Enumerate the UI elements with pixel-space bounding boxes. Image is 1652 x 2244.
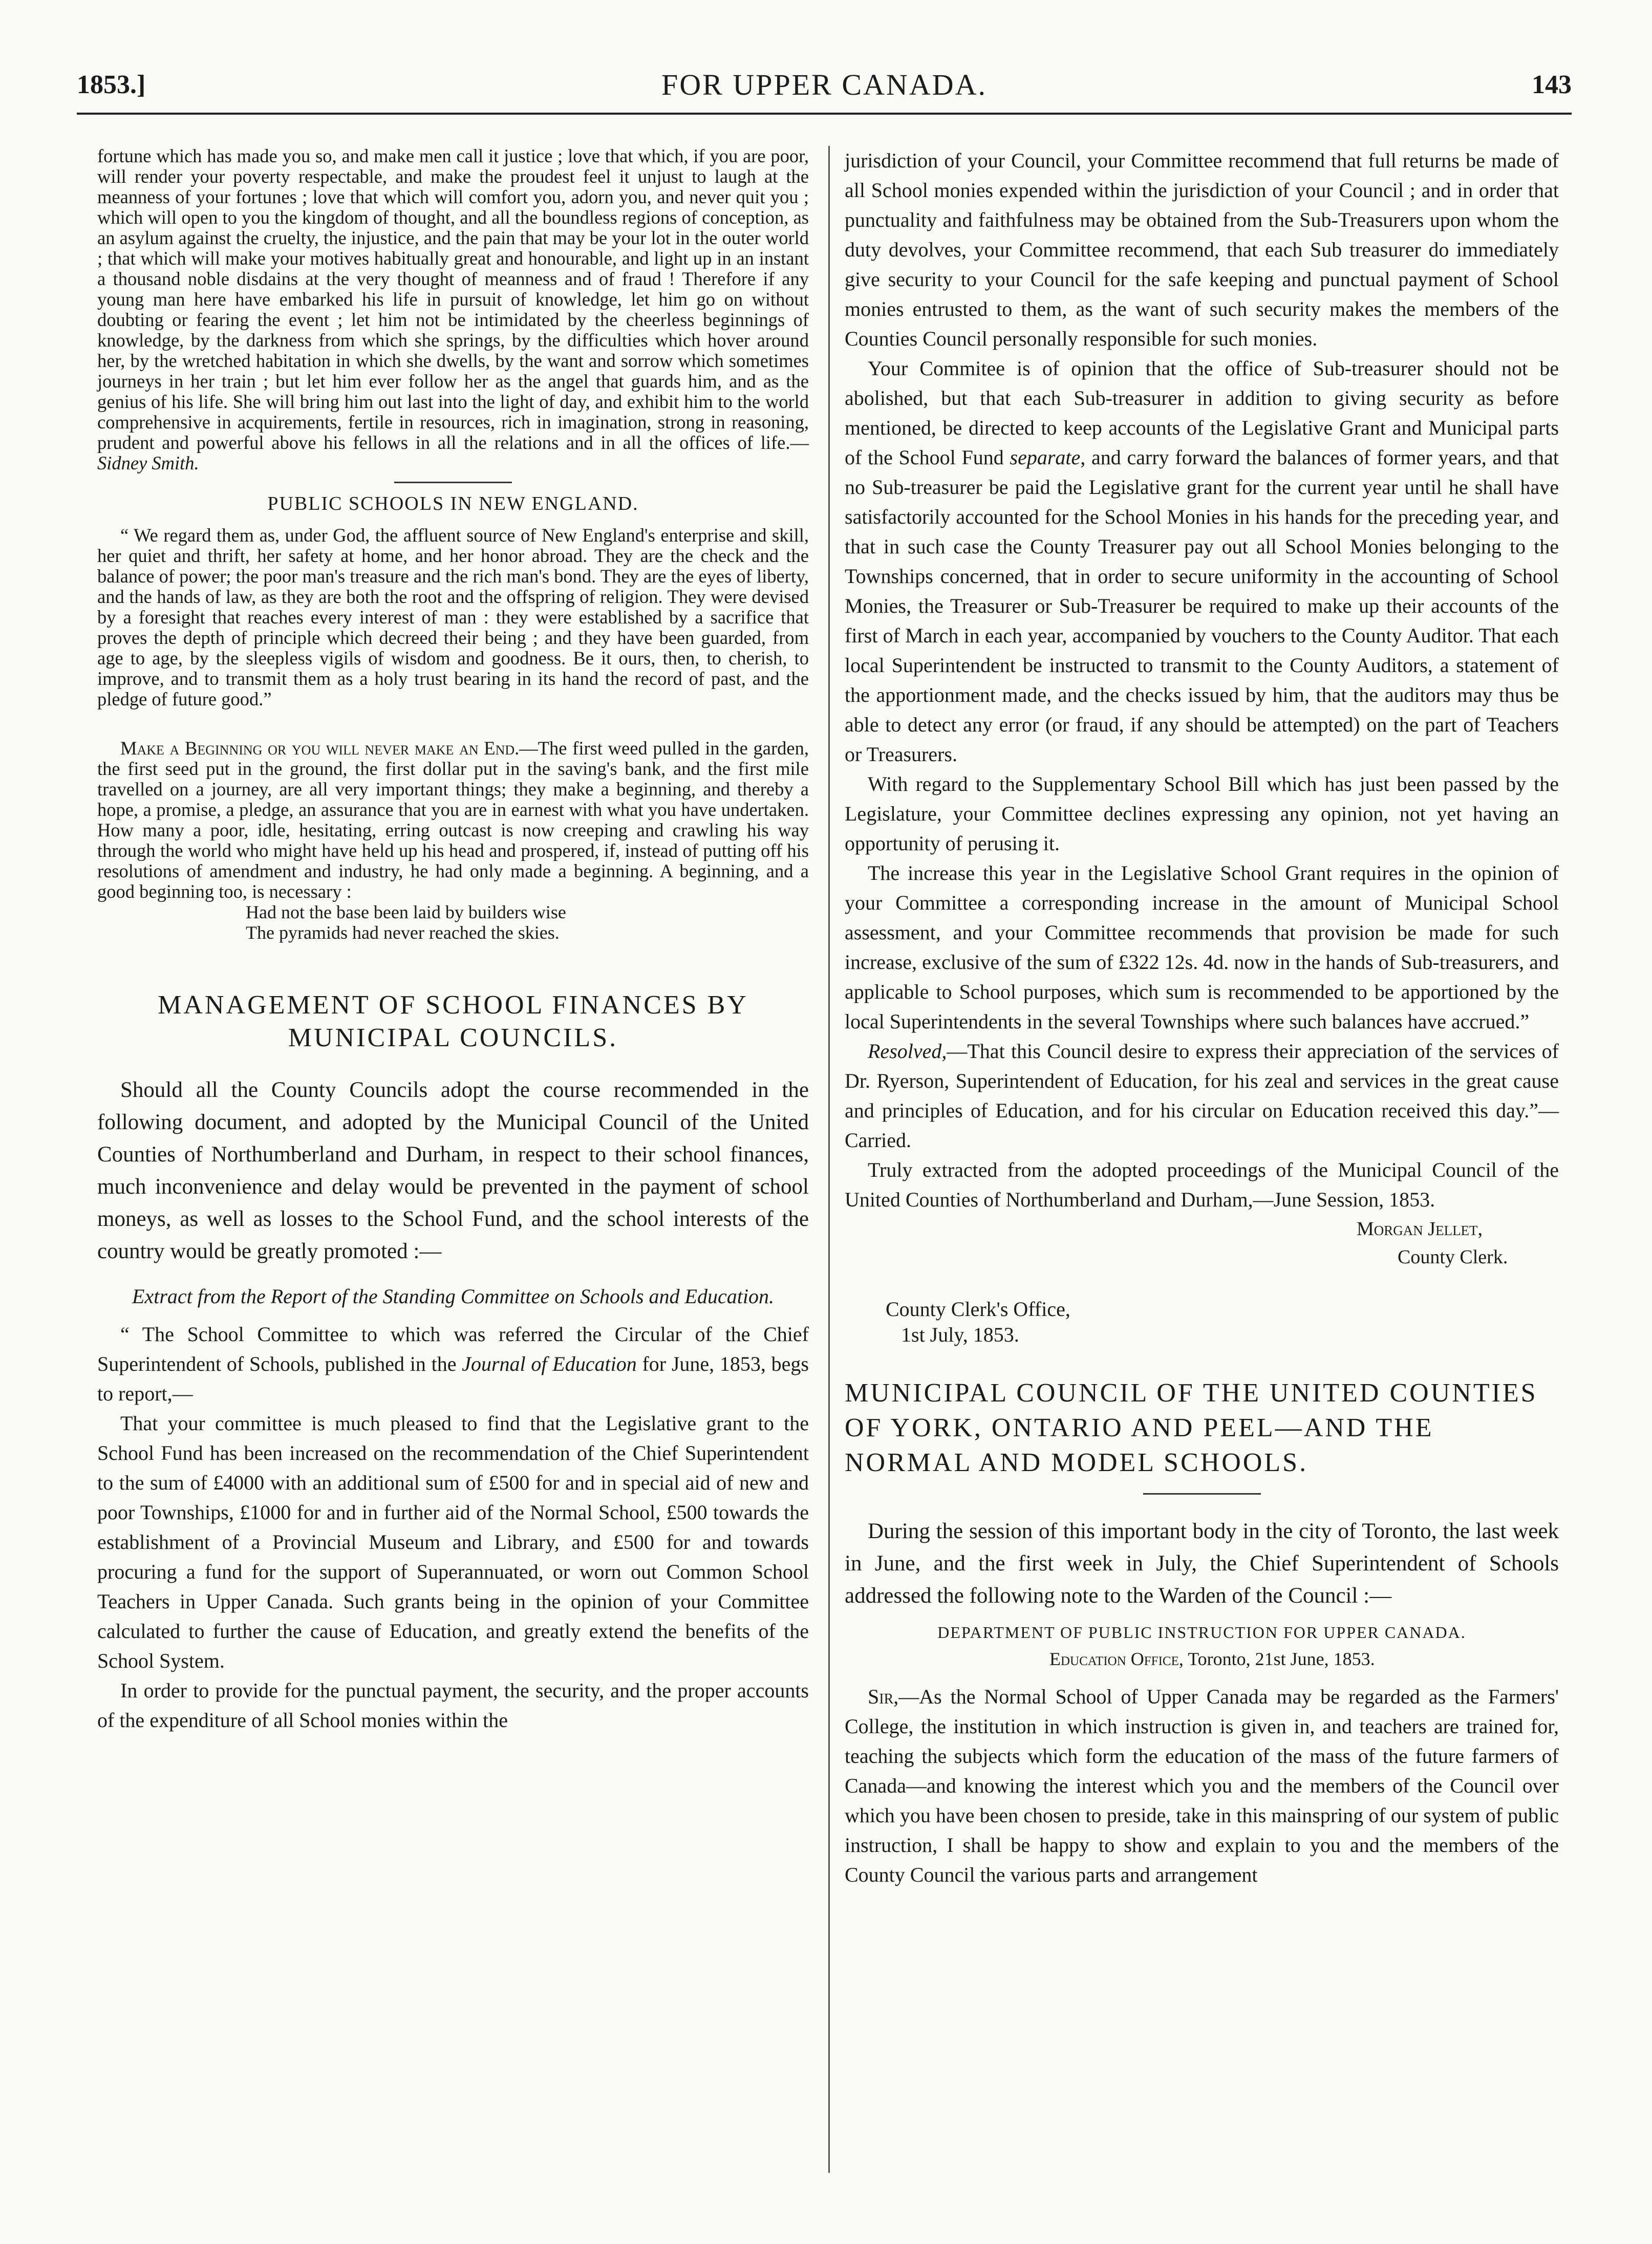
committee-paragraph-4: The increase this year in the Legislative School Grant requires in the opinion of your Committee a corresponding increase in the amount of Municipal School assessment, and your Committee recommends that provision be made for such increase, exclusive of the sum of £322 12s. 4d. now in the hands of Sub-treasurers, and applicable to School purposes, which sum is recommended to be apportioned by the local Superintendents in the several Townships where such balances have accrued.” (845, 861, 1559, 1033)
education-office-rest: Toronto, 21st June, 1853. (1183, 1649, 1375, 1669)
journal-title: Journal of Education (462, 1352, 637, 1375)
resolution-text: —That this Council desire to express their appreciation of the services of Dr. Ryerson, Superintendent of Education, for his zeal and services in the great cause and principles of Education, and for his circular on Education received this day.”—Carried. (845, 1040, 1559, 1152)
poem-line-2: The pyramids had never reached the skies. (246, 922, 560, 943)
committee-p2-rest: , and carry forward the balances of former years, and that no Sub-treasurer be paid the Legislative grant for the current year until he shall have satisfactorily accounted for the School Monies in his hands for the preceding year, and that in such case the County Treasurer pay out all School Monies belonging to the Townships concerned, that in order to secure uniformity in the accounting of School Monies, the Treasurer or Sub-Treasurer be required to make up their accounts of the first of March in each year, accompanied by vouchers to the County Auditor. That each local Superintendent be instructed to transmit to the County Auditors, a statement of the apportionment made, and the checks issued by him, that the auditors may thus be able to detect any error (or fraud, if any should be attempted) on the part of Teachers or Treasurers. (845, 446, 1559, 766)
letter-text: —As the Normal School of Upper Canada may be regarded as the Farmers' College, the institution in which instruction is given in, and teachers are trained for, teaching the subjects which form the education of the mass of the future farmers of Canada—and knowing the interest which you and the members of the Council over which you have been chosen to preside, take in this mainspring of our system of public instruction, I shall be happy to show and explain to you and the members of the County Council the various parts and arrangement (845, 1685, 1559, 1886)
make-a-beginning-lead: Make a Beginning or you will never make an End. (120, 738, 520, 759)
page-header (77, 61, 1572, 115)
committee-paragraph-3: With regard to the Supplementary School Bill which has just been passed by the Legislature, your Committee declines expressing any opinion, not yet having an opportunity of perusing it. (845, 772, 1559, 855)
separate-word: separate (1010, 446, 1081, 469)
extract-heading: Extract from the Report of the Standing Committee on Schools and Education. (132, 1285, 774, 1308)
clerk-office-line: County Clerk's Office, (886, 1298, 1070, 1321)
header-title: FOR UPPER CANADA. (661, 68, 987, 101)
municipal-council-heading: MUNICIPAL COUNCIL OF THE UNITED COUNTIES OF YORK, ONTARIO AND PEEL—AND THE NORMAL AND MODEL SCHOOLS. (845, 1378, 1538, 1477)
signature-role: County Clerk. (1398, 1246, 1508, 1268)
make-a-beginning-paragraph (97, 738, 809, 902)
extract-paragraph-3: In order to provide for the punctual payment, the security, and the proper accounts of the expenditure of all School monies within the (97, 1679, 809, 1732)
header-year: 1853.] (77, 70, 146, 99)
section-rule-2 (1143, 1493, 1261, 1495)
resolved-lead: Resolved, (868, 1040, 947, 1063)
left-column (97, 146, 809, 1735)
extract-paragraph-1 (97, 1320, 809, 1409)
school-finances-heading: MANAGEMENT OF SCHOOL FINANCES BY MUNICIPAL COUNCILS. (158, 990, 748, 1052)
section-rule (394, 482, 512, 483)
extract-paragraph-2: That your committee is much pleased to find that the Legislative grant to the School Fund has been increased on the recommendation of the Chief Superintendent to the sum of £4000 with an additional sum of £500 for and in special aid of new and poor Townships, £1000 for and in further aid of the Normal School, £500 towards the establishment of a Provincial Museum and Library, and £500 for and towards procuring a fund for the support of Superannuated, or worn out Common School Teachers in Upper Canada. Such grants being in the opinion of your Committee calculated to further the cause of Education, and greatly extend the benefits of the School System. (97, 1412, 809, 1672)
school-finances-intro: Should all the County Councils adopt the course recommended in the following document, and adopted by the Municipal Council of the United Counties of Northumberland and Durham, in respect to their school finances, much inconvenience and delay would be prevented in the payment of school moneys, as well as losses to the School Fund, and the school interests of the country would be greatly promoted :— (97, 1078, 809, 1263)
committee-p2-text: Your Commitee is of opinion that the office of Sub-treasurer should not be abolished, but that each Sub-treasurer in addition to giving security as before mentioned, be directed to keep accounts of the Legislative Grant and Municipal parts of the School Fund (845, 357, 1559, 469)
poem-line-1: Had not the base been laid by builders wise (246, 902, 566, 922)
letter-paragraph (845, 1682, 1559, 1890)
page-number: 143 (1532, 70, 1572, 99)
department-heading: DEPARTMENT OF PUBLIC INSTRUCTION FOR UPPER CANADA. (937, 1623, 1466, 1642)
new-england-quote: “ We regard them as, under God, the affluent source of New England's enterprise and skill, her quiet and thrift, her safety at home, and her honor abroad. They are the check and the balance of power; the poor man's treasure and the rich man's bond. They are the eyes of liberty, and the hands of law, as they are both the root and the offspring of religion. They were devised by a foresight that reaches every interest of man : they were established by a sacrifice that proves the depth of principle which decreed their being ; and they have been guarded, from age to age, by the sleepless vigils of wisdom and goodness. Be it ours, then, to cherish, to improve, and to transmit them as a holy trust bearing in its hand the record of past, and the pledge of future good.” (97, 525, 809, 709)
sir-lead: Sir, (868, 1685, 899, 1708)
clerk-office-date: 1st July, 1853. (901, 1323, 1019, 1346)
sidney-smith-text: fortune which has made you so, and make men call it justice ; love that which, if you are poor, will render your poverty respectable, and make the proudest feel it unjust to laugh at the meanness of your fortunes ; love that which will comfort you, adorn you, and never quit you ; which will open to you the kingdom of thought, and all the boundless regions of conception, as an asylum against the cruelty, the injustice, and the pain that may be your lot in the outer world ; that which will make your motives habitually great and honourable, and light up in an instant a thousand noble disdains at the very thought of meanness and of fraud ! Therefore if any young man here have embarked his life in pursuit of knowledge, let him go on without doubting or fearing the event ; let him not be intimidated by the cheerless beginnings of knowledge, by the darkness from which she springs, by the difficulties which hover around her, by the wretched habitation in which she dwells, by the want and sorrow which sometimes journeys in her train ; but let him ever follow her as the angel that guards him, and as the genius of his life. She will bring him out last into the light of day, and exhibit him to the world comprehensive in acquirements, fertile in resources, rich in imagination, strong in reasoning, prudent and powerful above his fellows in all the relations and in all the offices of life.— (97, 145, 809, 453)
signature-name: Morgan Jellet, (1357, 1218, 1483, 1240)
extract-p1-text: “ The School Committee to which was referred the Circular of the Chief Superintendent of Schools, published in the (97, 1323, 809, 1375)
resolution-paragraph (845, 1037, 1559, 1155)
right-column (845, 146, 1559, 1890)
column-divider (828, 146, 830, 2173)
education-office-line (1049, 1646, 1559, 1672)
sidney-smith-attribution: Sidney Smith. (97, 452, 199, 473)
sidney-smith-paragraph (97, 146, 809, 473)
make-a-beginning-text: —The first weed pulled in the garden, the first seed put in the ground, the first dollar put in the saving's bank, and the first mile travelled on a journey, are all very important things; they make a beginning, and thereby a hope, a promise, a pledge, an assurance that you are in earnest with what you have undertaken. How many a poor, idle, hesitating, erring outcast is now creeping and crawling his way through the world who might have held up his head and prospered, if, instead of putting off his resolutions of amendment and industry, he had only made a beginning. A beginning, and a good beginning too, is necessary : (97, 738, 809, 902)
new-england-heading: PUBLIC SCHOOLS IN NEW ENGLAND. (267, 493, 639, 514)
extract-certification: Truly extracted from the adopted proceedings of the Municipal Council of the United Counties of Northumberland and Durham,—June Session, 1853. (845, 1158, 1559, 1211)
committee-paragraph-2 (845, 354, 1559, 769)
municipal-council-intro: During the session of this important body in the city of Toronto, the last week in June, and the first week in July, the Chief Superintendent of Schools addressed the following note to the Warden of the Council :— (845, 1519, 1559, 1608)
committee-paragraph-1: jurisdiction of your Council, your Committee recommend that full returns be made of all School monies expended within the jurisdiction of your Council ; and in order that punctuality and faithfulness may be obtained from the Sub-Treasurers upon whom the duty devolves, your Committee recommend, that each Sub treasurer do immediately give security to your Council for the safe keeping and punctual payment of School monies entrusted to them, as the want of such security makes the members of the Counties Council personally responsible for such monies. (845, 149, 1559, 350)
extract-p1-end: for June, 1853, begs to report,— (97, 1352, 809, 1405)
education-office-lead: Education Office, (1049, 1649, 1184, 1669)
